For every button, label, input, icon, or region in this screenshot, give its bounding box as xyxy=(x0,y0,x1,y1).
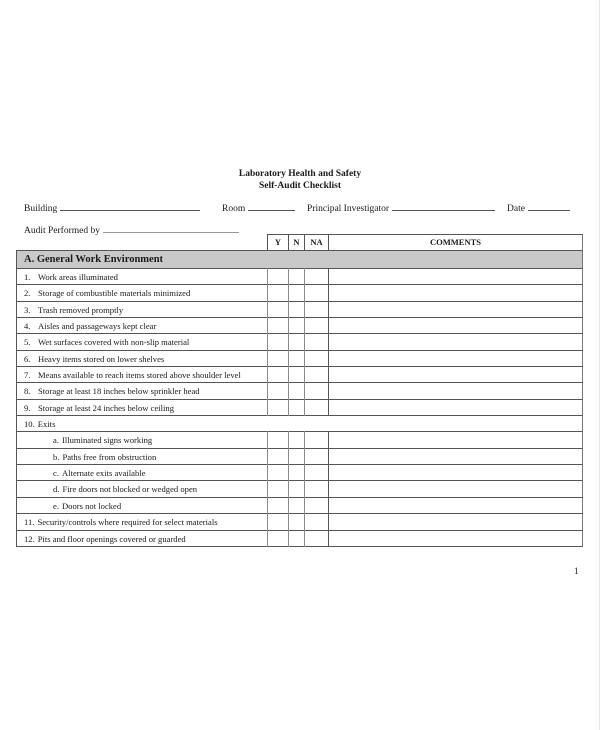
na-cell[interactable] xyxy=(304,366,328,383)
yes-cell[interactable] xyxy=(267,431,289,448)
comments-cell[interactable] xyxy=(328,480,582,497)
item-text: Pits and floor openings covered or guarded xyxy=(37,533,186,544)
item-label xyxy=(53,434,152,446)
yes-cell[interactable] xyxy=(267,366,289,383)
comments-input[interactable] xyxy=(329,431,582,448)
comments-input[interactable] xyxy=(329,480,582,497)
date-label: Date xyxy=(507,204,525,214)
room-input-line[interactable] xyxy=(248,201,295,211)
no-cell[interactable] xyxy=(288,333,305,350)
table-row xyxy=(16,302,583,318)
yes-input[interactable] xyxy=(268,464,289,481)
comments-cell[interactable] xyxy=(328,268,582,285)
comments-cell[interactable] xyxy=(328,366,582,383)
item-label xyxy=(53,500,121,512)
table-row xyxy=(16,498,583,514)
na-input[interactable] xyxy=(305,268,328,285)
no-input[interactable] xyxy=(289,448,305,465)
yes-cell[interactable] xyxy=(267,497,289,514)
no-cell[interactable] xyxy=(288,366,305,383)
item-number: 2. xyxy=(24,288,31,299)
yes-input[interactable] xyxy=(268,301,289,318)
column-header-comments: COMMENTS xyxy=(328,234,583,250)
no-cell[interactable] xyxy=(288,317,305,334)
item-text: Storage of combustible materials minimized xyxy=(38,288,191,299)
na-cell[interactable] xyxy=(304,284,328,301)
item-text: Alternate exits available xyxy=(61,468,146,479)
no-cell[interactable] xyxy=(288,284,305,301)
yes-input[interactable] xyxy=(268,350,289,367)
item-label xyxy=(24,385,200,397)
no-input[interactable] xyxy=(289,530,305,547)
na-input[interactable] xyxy=(305,513,328,530)
no-input[interactable] xyxy=(289,464,305,481)
comments-cell[interactable] xyxy=(328,333,582,350)
comments-input[interactable] xyxy=(329,448,582,465)
room-field[interactable] xyxy=(222,201,295,215)
item-text: Security/controls where required for select materials xyxy=(37,517,218,528)
comments-input[interactable] xyxy=(329,284,582,301)
comments-input[interactable] xyxy=(329,268,582,285)
date-input-line[interactable] xyxy=(528,201,570,211)
item-number: 5. xyxy=(24,337,31,348)
na-cell[interactable] xyxy=(304,480,328,497)
no-input[interactable] xyxy=(289,317,305,334)
comments-input[interactable] xyxy=(329,399,582,416)
item-label xyxy=(24,369,241,381)
yes-input[interactable] xyxy=(268,399,289,416)
date-field[interactable] xyxy=(507,201,570,215)
item-text: Means available to reach items stored above shoulder level xyxy=(38,370,241,381)
comments-cell[interactable] xyxy=(328,301,582,318)
title-line-2: Self-Audit Checklist xyxy=(258,181,342,191)
na-cell[interactable] xyxy=(304,513,328,530)
na-input[interactable] xyxy=(305,350,328,367)
na-cell[interactable] xyxy=(304,448,328,465)
na-cell[interactable] xyxy=(304,530,328,547)
room-label: Room xyxy=(222,204,246,214)
document-title xyxy=(0,168,600,192)
comments-cell[interactable] xyxy=(328,431,582,448)
comments-cell[interactable] xyxy=(328,350,582,367)
item-label xyxy=(53,467,145,479)
checklist-rows xyxy=(16,269,583,547)
no-input[interactable] xyxy=(289,301,305,318)
yes-cell[interactable] xyxy=(267,399,289,416)
item-number: 1. xyxy=(24,272,31,282)
no-input[interactable] xyxy=(289,399,305,416)
table-row-group-header xyxy=(16,416,583,432)
na-cell[interactable] xyxy=(304,301,328,318)
table-row xyxy=(16,383,583,399)
comments-cell[interactable] xyxy=(328,530,582,547)
yes-cell[interactable] xyxy=(267,317,289,334)
item-number: 10. xyxy=(24,419,35,430)
no-cell[interactable] xyxy=(288,448,305,465)
na-cell[interactable] xyxy=(304,497,328,514)
yes-input[interactable] xyxy=(268,317,289,334)
table-row xyxy=(16,531,583,547)
item-text: Exits xyxy=(37,419,56,430)
comments-cell[interactable] xyxy=(328,513,582,530)
no-cell[interactable] xyxy=(288,350,305,367)
na-cell[interactable] xyxy=(304,268,328,285)
yes-input[interactable] xyxy=(268,530,289,547)
principal-investigator-label: Principal Investigator xyxy=(307,204,390,214)
na-cell[interactable] xyxy=(304,382,328,399)
yes-input[interactable] xyxy=(268,382,289,399)
item-label xyxy=(24,418,55,430)
title-line-1: Laboratory Health and Safety xyxy=(238,169,362,179)
na-input[interactable] xyxy=(305,399,328,416)
table-row xyxy=(16,449,583,465)
section-title: A. General Work Environment xyxy=(24,254,164,265)
no-cell[interactable] xyxy=(288,268,305,285)
yes-input[interactable] xyxy=(268,497,289,514)
yes-cell[interactable] xyxy=(267,350,289,367)
item-label xyxy=(24,516,218,528)
principal-investigator-input-line[interactable] xyxy=(392,201,495,211)
item-text: Heavy items stored on lower shelves xyxy=(38,353,165,364)
table-row xyxy=(16,514,583,530)
principal-investigator-field[interactable] xyxy=(307,201,495,215)
comments-input[interactable] xyxy=(329,513,582,530)
yes-input[interactable] xyxy=(268,268,289,285)
item-number: 7. xyxy=(24,370,31,381)
no-input[interactable] xyxy=(289,431,305,448)
table-row xyxy=(16,367,583,383)
no-input[interactable] xyxy=(289,284,305,301)
yes-input[interactable] xyxy=(268,480,289,497)
yes-input[interactable] xyxy=(268,431,289,448)
item-text: Trash removed promptly xyxy=(38,304,124,315)
comments-cell[interactable] xyxy=(328,448,582,465)
item-number: 11. xyxy=(24,517,35,528)
na-input[interactable] xyxy=(305,382,328,399)
table-row xyxy=(16,269,583,285)
comments-input[interactable] xyxy=(329,317,582,334)
no-input[interactable] xyxy=(289,497,305,514)
no-cell[interactable] xyxy=(288,399,305,416)
comments-cell[interactable] xyxy=(328,497,582,514)
na-input[interactable] xyxy=(305,366,328,383)
audit-performed-by-label: Audit Performed by xyxy=(24,226,100,236)
table-row xyxy=(16,432,583,448)
item-number: 9. xyxy=(24,402,31,413)
table-header-row xyxy=(16,234,583,250)
item-text: Aisles and passageways kept clear xyxy=(38,321,157,332)
na-cell[interactable] xyxy=(304,399,328,416)
na-input[interactable] xyxy=(305,530,328,547)
yes-cell[interactable] xyxy=(267,268,289,285)
column-header-na: NA xyxy=(304,234,328,250)
na-input[interactable] xyxy=(305,317,328,334)
no-cell[interactable] xyxy=(288,480,305,497)
yes-input[interactable] xyxy=(268,448,289,465)
item-label xyxy=(24,533,186,545)
yes-cell[interactable] xyxy=(267,448,289,465)
no-input[interactable] xyxy=(289,366,305,383)
comments-input[interactable] xyxy=(329,350,582,367)
item-text: Work areas illuminated xyxy=(38,272,118,282)
comments-input[interactable] xyxy=(329,497,582,514)
comments-cell[interactable] xyxy=(328,317,582,334)
table-row xyxy=(16,285,583,301)
yes-cell[interactable] xyxy=(267,480,289,497)
yes-cell[interactable] xyxy=(267,301,289,318)
na-input[interactable] xyxy=(305,480,328,497)
comments-input[interactable] xyxy=(329,333,582,350)
na-input[interactable] xyxy=(305,333,328,350)
comments-input[interactable] xyxy=(329,382,582,399)
yes-cell[interactable] xyxy=(267,284,289,301)
no-cell[interactable] xyxy=(288,530,305,547)
item-text: Paths free from obstruction xyxy=(62,451,157,462)
section-header-general-work-environment xyxy=(16,250,583,269)
no-cell[interactable] xyxy=(288,431,305,448)
na-input[interactable] xyxy=(305,284,328,301)
yes-cell[interactable] xyxy=(267,382,289,399)
column-header-n: N xyxy=(288,234,304,250)
na-input[interactable] xyxy=(305,497,328,514)
item-number: d. xyxy=(53,484,60,495)
column-header-y: Y xyxy=(267,234,288,250)
building-field[interactable] xyxy=(24,201,200,215)
item-number: 8. xyxy=(24,386,31,397)
item-text: Storage at least 24 inches below ceiling xyxy=(38,402,175,413)
item-text: Doors not locked xyxy=(61,500,122,511)
no-input[interactable] xyxy=(289,268,305,285)
item-number: b. xyxy=(53,451,60,462)
yes-cell[interactable] xyxy=(267,530,289,547)
na-input[interactable] xyxy=(305,301,328,318)
yes-cell[interactable] xyxy=(267,464,289,481)
yes-input[interactable] xyxy=(268,284,289,301)
item-label xyxy=(24,336,189,348)
yes-cell[interactable] xyxy=(267,513,289,530)
yes-input[interactable] xyxy=(268,333,289,350)
item-text: Storage at least 18 inches below sprinkler head xyxy=(38,386,200,397)
no-cell[interactable] xyxy=(288,497,305,514)
table-row xyxy=(16,318,583,334)
no-input[interactable] xyxy=(289,513,305,530)
item-text: Wet surfaces covered with non-slip material xyxy=(38,337,190,348)
yes-cell[interactable] xyxy=(267,333,289,350)
building-label: Building xyxy=(24,204,58,214)
comments-cell[interactable] xyxy=(328,284,582,301)
item-label xyxy=(24,402,174,414)
no-cell[interactable] xyxy=(288,382,305,399)
building-input-line[interactable] xyxy=(60,201,200,211)
item-number: c. xyxy=(53,468,59,479)
item-number: 6. xyxy=(24,353,31,364)
item-label xyxy=(53,483,197,495)
yes-input[interactable] xyxy=(268,513,289,530)
na-input[interactable] xyxy=(305,464,328,481)
na-cell[interactable] xyxy=(304,317,328,334)
comments-input[interactable] xyxy=(329,530,582,547)
item-number: a. xyxy=(53,435,59,446)
table-row xyxy=(16,400,583,416)
no-cell[interactable] xyxy=(288,301,305,318)
no-input[interactable] xyxy=(289,333,305,350)
page-number: 1 xyxy=(574,566,579,576)
item-number: 4. xyxy=(24,321,31,332)
comments-cell[interactable] xyxy=(328,382,582,399)
comments-input[interactable] xyxy=(329,366,582,383)
comments-cell[interactable] xyxy=(328,464,582,481)
item-label xyxy=(24,320,156,332)
audit-performed-by-input-line[interactable] xyxy=(103,223,239,233)
table-row xyxy=(16,334,583,350)
item-label xyxy=(24,271,118,283)
item-number: 3. xyxy=(24,304,31,315)
item-number: e. xyxy=(53,500,59,511)
na-cell[interactable] xyxy=(304,350,328,367)
item-number: 12. xyxy=(24,533,35,544)
item-text: Fire doors not blocked or wedged open xyxy=(62,484,198,495)
no-cell[interactable] xyxy=(288,464,305,481)
item-label xyxy=(53,451,156,463)
comments-input[interactable] xyxy=(329,464,582,481)
no-input[interactable] xyxy=(289,480,305,497)
comments-input[interactable] xyxy=(329,301,582,318)
na-cell[interactable] xyxy=(304,464,328,481)
na-cell[interactable] xyxy=(304,431,328,448)
no-input[interactable] xyxy=(289,382,305,399)
no-cell[interactable] xyxy=(288,513,305,530)
table-row xyxy=(16,465,583,481)
na-input[interactable] xyxy=(305,431,328,448)
yes-input[interactable] xyxy=(268,366,289,383)
item-text: Illuminated signs working xyxy=(61,435,153,446)
na-cell[interactable] xyxy=(304,333,328,350)
checklist-table xyxy=(16,234,583,547)
item-label xyxy=(24,287,190,299)
table-row xyxy=(16,481,583,497)
item-label xyxy=(24,304,123,316)
table-row xyxy=(16,351,583,367)
comments-cell[interactable] xyxy=(328,399,582,416)
no-input[interactable] xyxy=(289,350,305,367)
item-label xyxy=(24,353,164,365)
na-input[interactable] xyxy=(305,448,328,465)
